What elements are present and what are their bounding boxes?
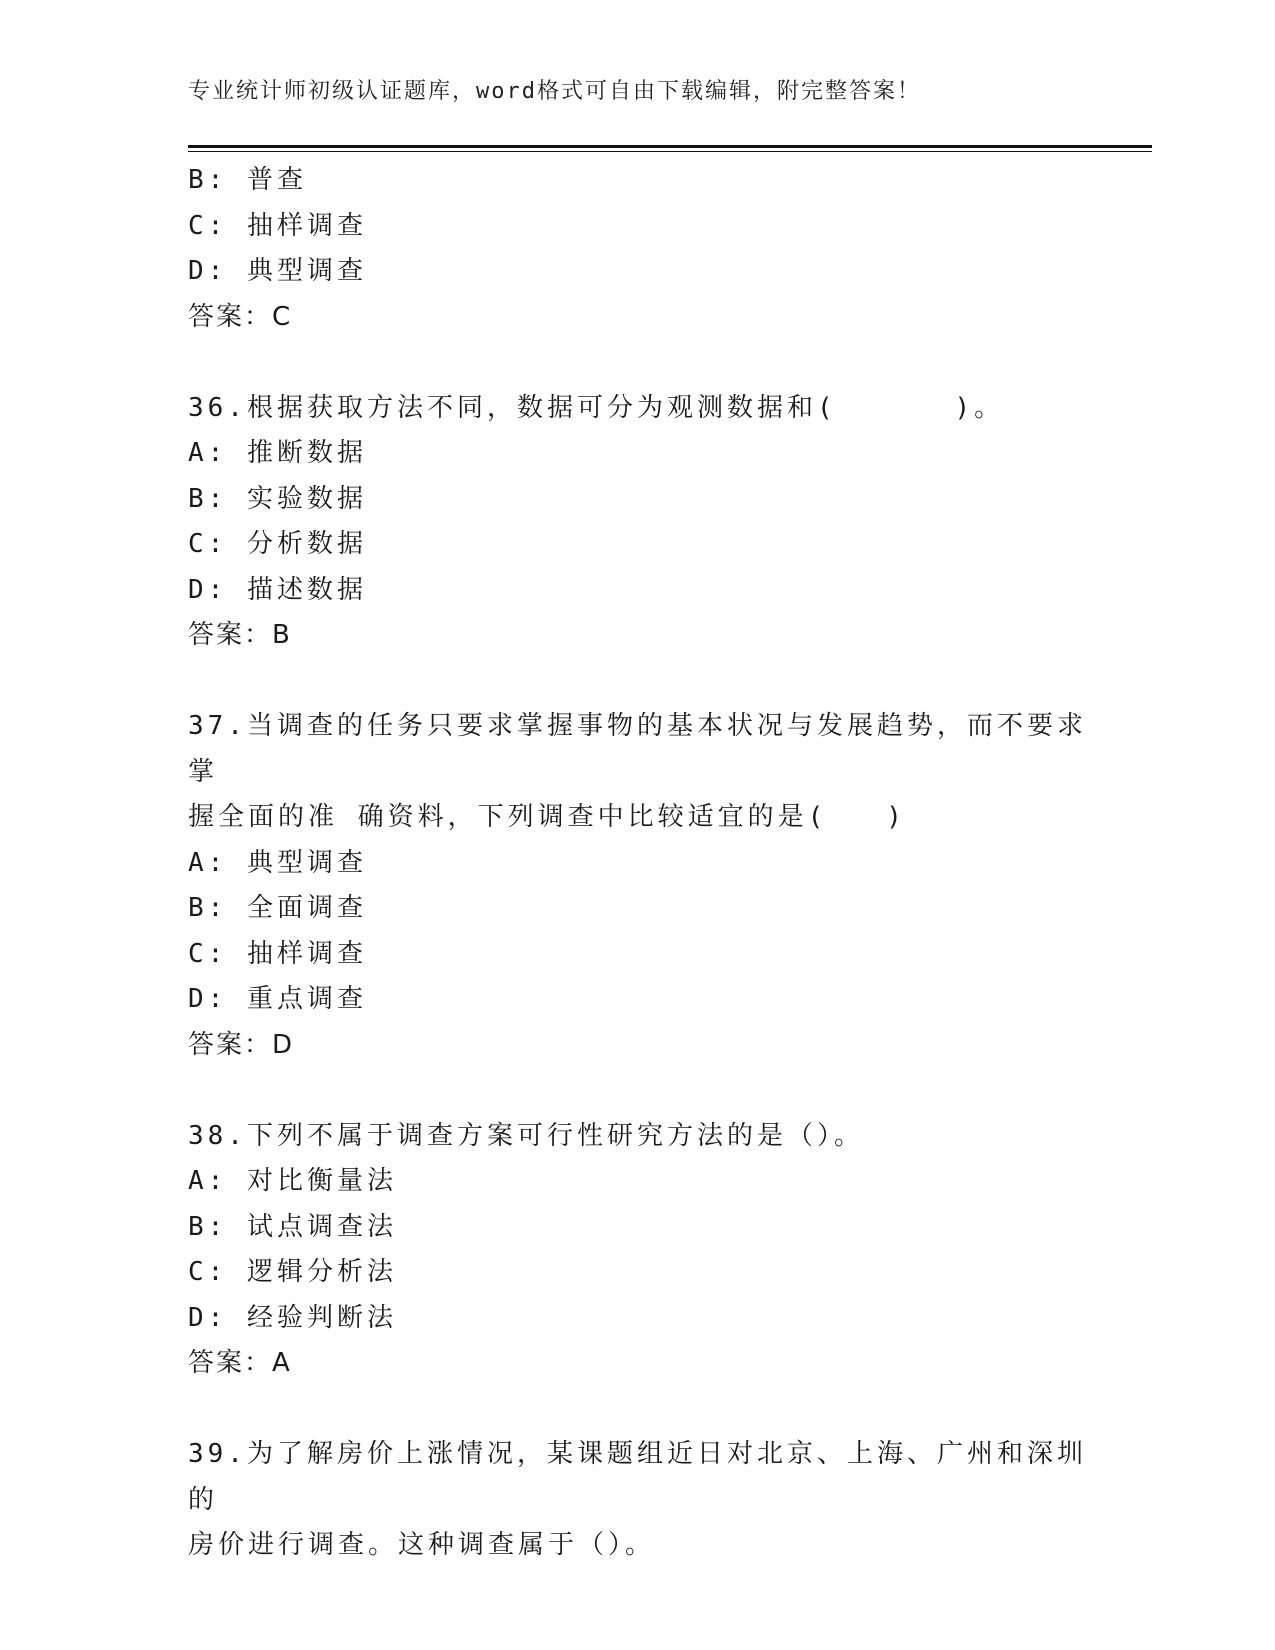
option-a: A: 对比衡量法	[188, 1166, 397, 1196]
page-header: 专业统计师初级认证题库，word格式可自由下载编辑，附完整答案！	[188, 79, 921, 104]
question-36	[188, 386, 1088, 659]
option-b: B: 试点调查法	[188, 1211, 397, 1242]
question-stem-line-1: 37.当调查的任务只要求掌握事物的基本状况与发展趋势，而不要求掌	[188, 711, 1087, 787]
header-rule-thin	[188, 151, 1152, 152]
option-d: D: 经验判断法	[188, 1302, 397, 1333]
option-d: D: 描述数据	[188, 574, 367, 605]
answer-line: 答案：A	[188, 1348, 292, 1378]
option-d: D: 典型调查	[188, 256, 367, 286]
carryover-question	[188, 158, 1088, 340]
answer-line: 答案：C	[188, 301, 293, 332]
question-stem-line-1: 39.为了解房价上涨情况，某课题组近日对北京、上海、广州和深圳的	[188, 1439, 1087, 1515]
option-c: C: 抽样调查	[188, 938, 367, 969]
header-rule-thick	[188, 145, 1152, 148]
question-stem: 38.下列不属于调查方案可行性研究方法的是（）。	[188, 1120, 864, 1151]
question-38	[188, 1114, 1088, 1387]
question-39	[188, 1432, 1088, 1569]
question-stem: 36.根据获取方法不同，数据可分为观测数据和( )。	[188, 392, 1005, 423]
question-stem-line-2: 房价进行调查。这种调查属于（）。	[188, 1530, 656, 1560]
document-body	[188, 158, 1088, 1569]
option-b: B: 实验数据	[188, 483, 367, 514]
option-b: B: 全面调查	[188, 893, 367, 923]
option-a: A: 典型调查	[188, 847, 367, 878]
option-c: C: 抽样调查	[188, 210, 367, 241]
question-stem-line-2: 握全面的准 确资料，下列调查中比较适宜的是( )	[188, 802, 906, 832]
option-a: A: 推断数据	[188, 438, 367, 468]
option-d: D: 重点调查	[188, 984, 367, 1014]
option-c: C: 分析数据	[188, 529, 367, 559]
question-37	[188, 704, 1088, 1068]
answer-line: 答案：B	[188, 620, 292, 650]
option-b: B: 普查	[188, 165, 307, 195]
answer-line: 答案：D	[188, 1029, 295, 1060]
option-c: C: 逻辑分析法	[188, 1257, 397, 1287]
